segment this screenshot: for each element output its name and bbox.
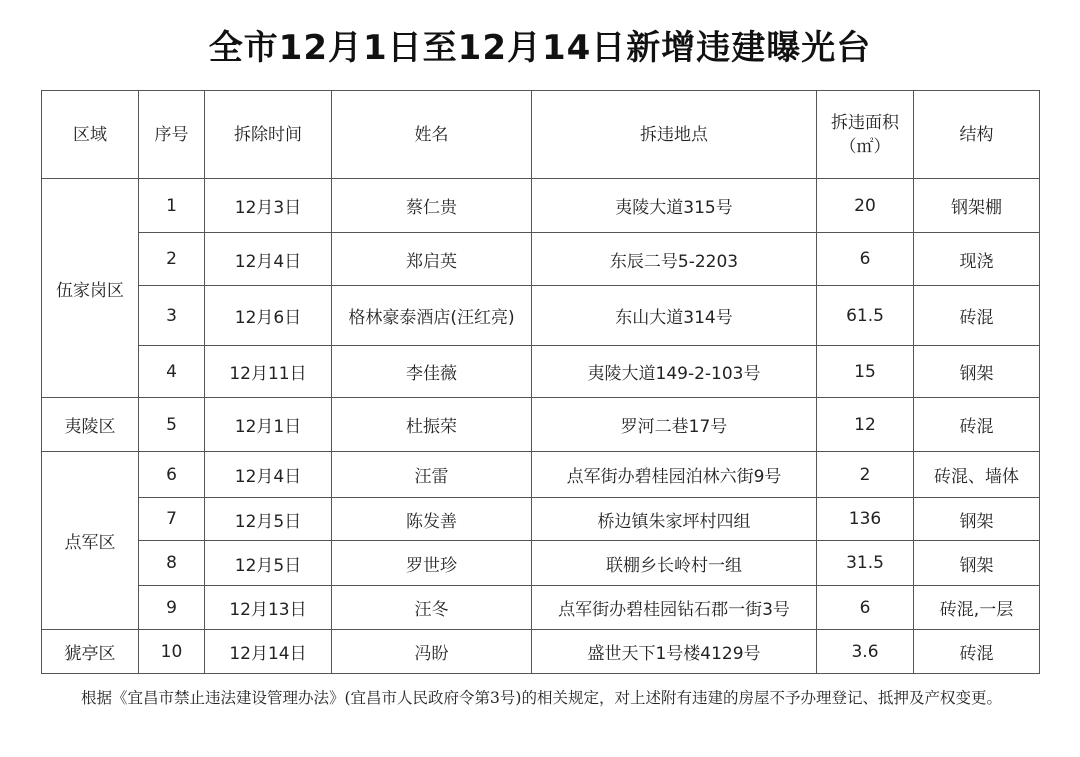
table-row <box>42 233 1040 286</box>
time-cell: 12月6日 <box>205 286 332 346</box>
seq-cell: 4 <box>139 346 205 398</box>
time-cell: 12月11日 <box>205 346 332 398</box>
region-cell: 点军区 <box>42 452 139 630</box>
name-cell: 罗世珍 <box>332 541 532 586</box>
area-cell: 6 <box>817 586 914 630</box>
location-cell: 点军街办碧桂园钻石郡一街3号 <box>532 586 817 630</box>
header-area-line1: 拆违面积 <box>831 112 899 133</box>
header-structure: 结构 <box>914 91 1040 179</box>
name-cell: 郑启英 <box>332 233 532 286</box>
name-cell: 格林豪泰酒店(汪红亮) <box>332 286 532 346</box>
area-cell: 31.5 <box>817 541 914 586</box>
time-cell: 12月4日 <box>205 452 332 498</box>
structure-cell: 砖混、墙体 <box>914 452 1040 498</box>
time-cell: 12月1日 <box>205 398 332 452</box>
header-row <box>42 91 1040 179</box>
location-cell: 夷陵大道149-2-103号 <box>532 346 817 398</box>
area-cell: 2 <box>817 452 914 498</box>
seq-cell: 7 <box>139 498 205 541</box>
time-cell: 12月13日 <box>205 586 332 630</box>
location-cell: 东山大道314号 <box>532 286 817 346</box>
table-row <box>42 346 1040 398</box>
area-cell: 6 <box>817 233 914 286</box>
location-cell: 桥边镇朱家坪村四组 <box>532 498 817 541</box>
time-cell: 12月3日 <box>205 179 332 233</box>
violation-table <box>41 90 1040 674</box>
time-cell: 12月5日 <box>205 498 332 541</box>
location-cell: 联棚乡长岭村一组 <box>532 541 817 586</box>
table-row <box>42 630 1040 674</box>
header-time: 拆除时间 <box>205 91 332 179</box>
header-location: 拆违地点 <box>532 91 817 179</box>
header-area-line2: （㎡） <box>839 136 891 157</box>
header-name: 姓名 <box>332 91 532 179</box>
structure-cell: 砖混 <box>914 286 1040 346</box>
name-cell: 蔡仁贵 <box>332 179 532 233</box>
structure-cell: 钢架 <box>914 541 1040 586</box>
table-row <box>42 541 1040 586</box>
structure-cell: 砖混 <box>914 630 1040 674</box>
seq-cell: 10 <box>139 630 205 674</box>
table-row <box>42 179 1040 233</box>
location-cell: 罗河二巷17号 <box>532 398 817 452</box>
area-cell: 136 <box>817 498 914 541</box>
header-region: 区域 <box>42 91 139 179</box>
seq-cell: 8 <box>139 541 205 586</box>
time-cell: 12月4日 <box>205 233 332 286</box>
table-row <box>42 452 1040 498</box>
table-row <box>42 398 1040 452</box>
location-cell: 盛世天下1号楼4129号 <box>532 630 817 674</box>
seq-cell: 2 <box>139 233 205 286</box>
name-cell: 陈发善 <box>332 498 532 541</box>
page-title: 全市12月1日至12月14日新增违建曝光台 <box>208 28 872 68</box>
structure-cell: 钢架 <box>914 346 1040 398</box>
table-row <box>42 286 1040 346</box>
area-cell: 3.6 <box>817 630 914 674</box>
region-cell: 伍家岗区 <box>42 179 139 398</box>
location-cell: 点军街办碧桂园泊林六街9号 <box>532 452 817 498</box>
area-cell: 15 <box>817 346 914 398</box>
region-cell: 夷陵区 <box>42 398 139 452</box>
location-cell: 夷陵大道315号 <box>532 179 817 233</box>
structure-cell: 砖混 <box>914 398 1040 452</box>
time-cell: 12月14日 <box>205 630 332 674</box>
region-cell: 猇亭区 <box>42 630 139 674</box>
table-row <box>42 498 1040 541</box>
name-cell: 汪雷 <box>332 452 532 498</box>
area-cell: 12 <box>817 398 914 452</box>
header-seq: 序号 <box>139 91 205 179</box>
table-row <box>42 586 1040 630</box>
seq-cell: 1 <box>139 179 205 233</box>
name-cell: 李佳薇 <box>332 346 532 398</box>
name-cell: 杜振荣 <box>332 398 532 452</box>
time-cell: 12月5日 <box>205 541 332 586</box>
seq-cell: 5 <box>139 398 205 452</box>
structure-cell: 钢架棚 <box>914 179 1040 233</box>
structure-cell: 砖混,一层 <box>914 586 1040 630</box>
name-cell: 冯盼 <box>332 630 532 674</box>
location-cell: 东辰二号5-2203 <box>532 233 817 286</box>
seq-cell: 3 <box>139 286 205 346</box>
name-cell: 汪冬 <box>332 586 532 630</box>
seq-cell: 6 <box>139 452 205 498</box>
header-area <box>817 91 914 179</box>
structure-cell: 钢架 <box>914 498 1040 541</box>
footnote: 根据《宜昌市禁止违法建设管理办法》(宜昌市人民政府令第3号)的相关规定，对上述附有违建的房屋不予办理登记、抵押及产权变更。 <box>81 689 1002 707</box>
area-cell: 61.5 <box>817 286 914 346</box>
seq-cell: 9 <box>139 586 205 630</box>
area-cell: 20 <box>817 179 914 233</box>
structure-cell: 现浇 <box>914 233 1040 286</box>
